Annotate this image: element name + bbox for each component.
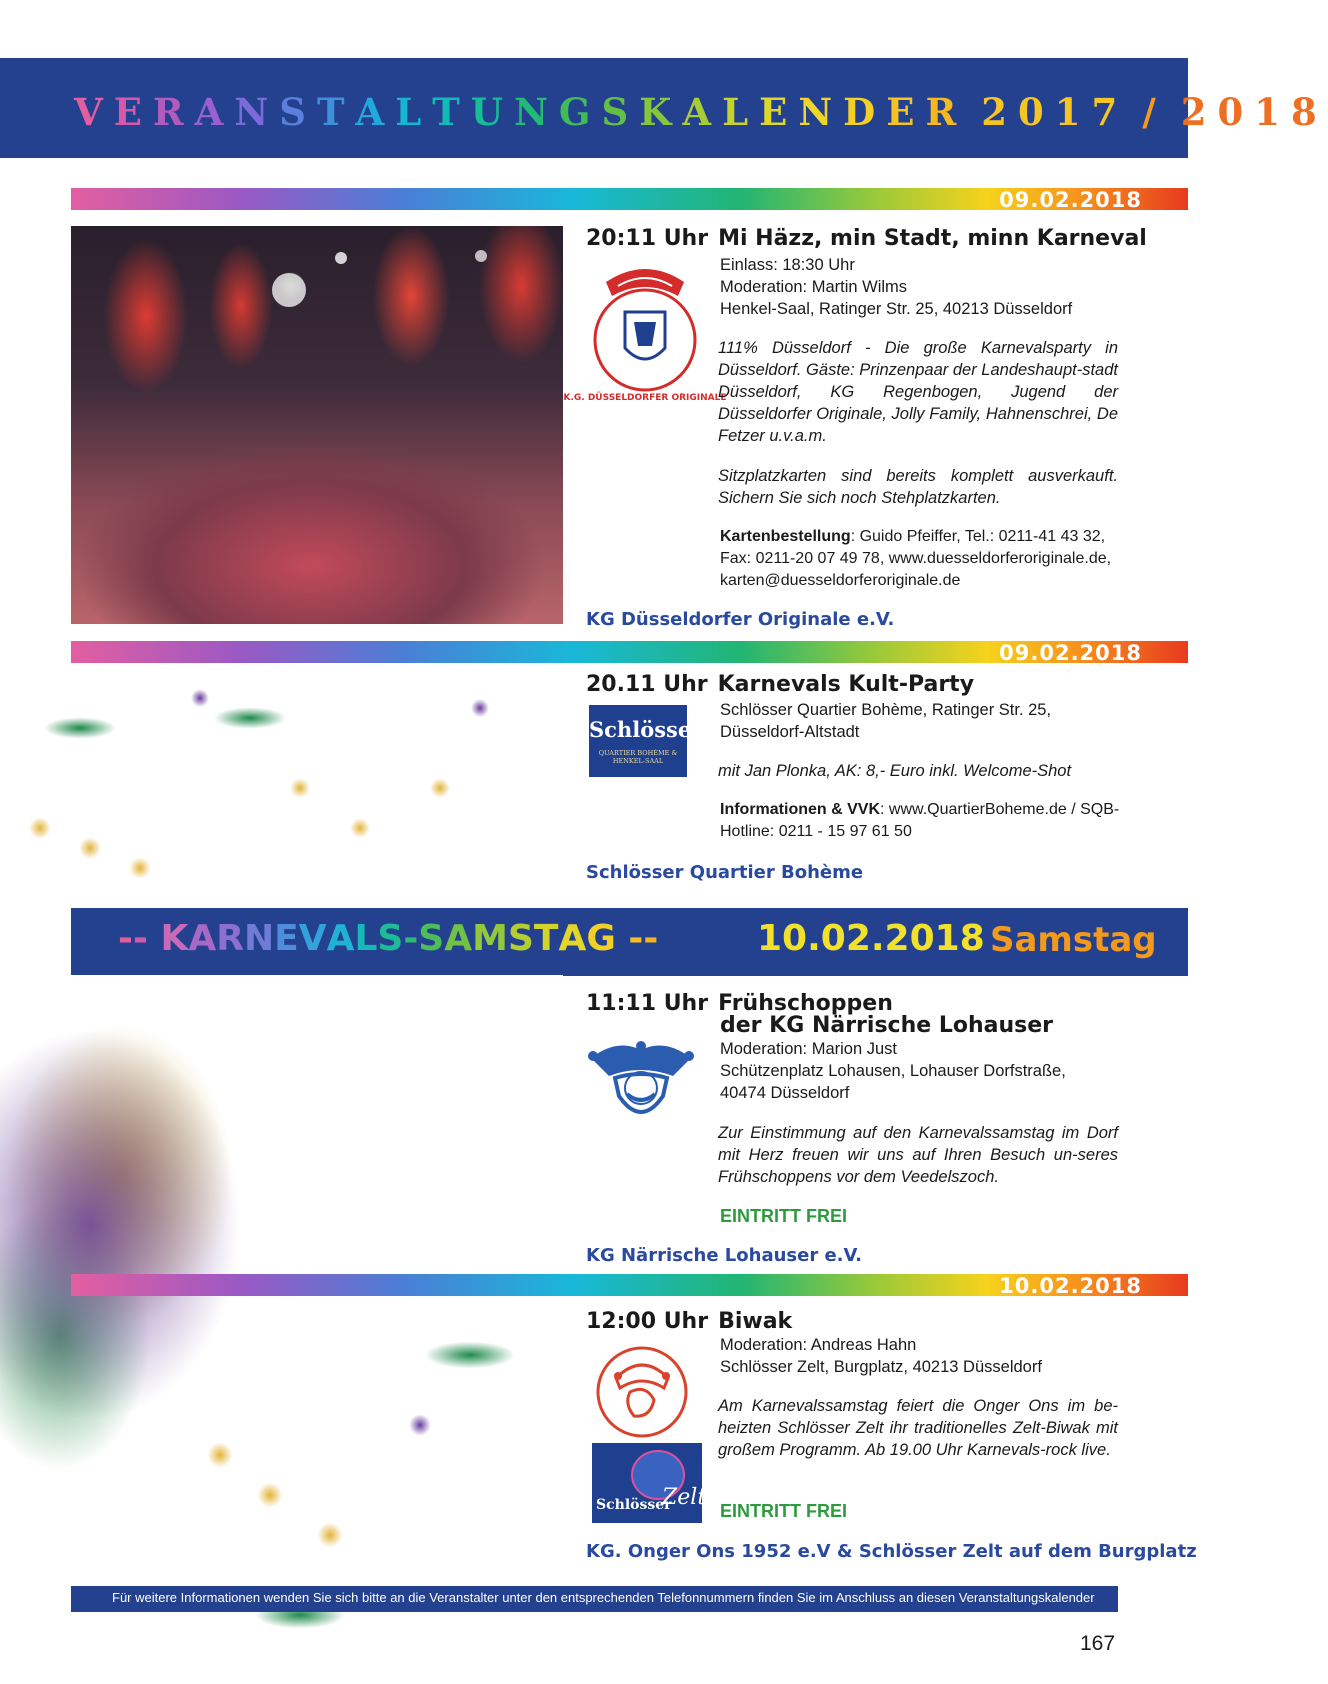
ticket-order-info [720, 526, 1125, 592]
event-title [586, 1309, 792, 1334]
section-title-letter: M [472, 918, 508, 959]
event-info [720, 1334, 1118, 1378]
event-title [586, 226, 1147, 251]
title-letter: L [722, 90, 760, 134]
section-title-letter: L [354, 918, 378, 959]
event-date: 10.02.2018 [999, 1274, 1142, 1298]
title-letter: E [113, 90, 153, 134]
carnival-beads-photo [0, 668, 563, 908]
party-crowd-photo [71, 226, 563, 624]
event-time: 11:11 Uhr [586, 991, 709, 1016]
footer-note: Für weitere Informationen wenden Sie sich bitte an die Veranstalter unter den entsprechenden Telefonnummern finden Sie im Anschluss an diesen Veranstaltungskalender [112, 1590, 1095, 1605]
event-time: 20:11 Uhr [586, 226, 709, 251]
event-description: Am Karnevalssamstag feiert die Onger Ons im be-heizten Schlösser Zelt ihr traditionelles Zelt-Biwak mit großem Programm. Ab 19.00 Uhr Karnevals-rock live. [718, 1397, 1118, 1459]
title-letter: N [798, 90, 844, 134]
event-name: Frühschoppen [718, 991, 893, 1016]
title-letter: N [234, 90, 280, 134]
page-number: 167 [1080, 1632, 1116, 1655]
ticket-order-info [720, 799, 1125, 843]
info-line: Henkel-Saal, Ratinger Str. 25, 40213 Düsseldorf [720, 300, 1073, 318]
event-time: 20.11 Uhr [586, 672, 708, 697]
event-name: Karnevals Kult-Party [717, 672, 975, 697]
logo-text: Schlösser [589, 717, 703, 742]
event-date: 09.02.2018 [999, 188, 1142, 212]
title-letter: S [279, 90, 317, 134]
section-title-letter: - [118, 918, 133, 959]
title-year-1: 2017 [981, 90, 1129, 134]
title-letter: V [74, 90, 114, 134]
info-line: Schlösser Quartier Bohème, Ratinger Str. 25, [720, 701, 1052, 719]
carnival-mask-photo [0, 975, 563, 1684]
section-title-letter: - [132, 918, 148, 959]
disco-ball-icon [71, 226, 563, 624]
info-line: Düsseldorf-Altstadt [720, 723, 860, 741]
logo-subtext: QUARTIER BOHÈME & HENKEL-SAAL [598, 749, 678, 765]
order-text: : Guido Pfeiffer, Tel.: 0211-41 43 32, Fax: 0211-20 07 49 78, www.duesseldorferoriginale.de, karten@duesseldorferoriginale.de [720, 528, 1112, 589]
event-info [720, 1038, 1118, 1104]
event-date: 09.02.2018 [999, 641, 1142, 665]
section-title-letter: E [274, 918, 299, 959]
section-title-letter: A [188, 918, 217, 959]
info-line: Schlösser Zelt, Burgplatz, 40213 Düsseldorf [720, 1358, 1042, 1376]
logo-text-2: Zelt [662, 1485, 707, 1510]
title-letter: U [470, 90, 515, 134]
title-letter: E [759, 90, 799, 134]
section-title-letter: - [643, 918, 659, 959]
section-title-letter: S [418, 918, 445, 959]
info-line: Schützenplatz Lohausen, Lohauser Dorfstraße, [720, 1062, 1066, 1080]
onger-ons-logo [594, 1344, 690, 1445]
title-letters [74, 90, 967, 134]
info-line: Moderation: Marion Just [720, 1040, 897, 1058]
title-letter: G [558, 90, 602, 134]
event-title-line-2: der KG Närrische Lohauser [720, 1013, 1053, 1038]
section-title-letter: S [377, 918, 404, 959]
info-line: Moderation: Martin Wilms [720, 278, 908, 296]
organizer: KG Närrische Lohauser e.V. [586, 1245, 862, 1266]
event-description: 111% Düsseldorf - Die große Karnevalsparty in Düsseldorf. Gäste: Prinzenpaar der Landeshaupt-stadt Düsseldorf, KG Regenbogen, Jugend der Düsseldorfer Originale, Jolly Family, Hahnenschrei, De Fetzer u.v.a.m. [718, 339, 1118, 445]
section-title-letter: - [628, 918, 644, 959]
logo-text: Schlösser [596, 1497, 672, 1513]
section-title-letter: V [298, 918, 327, 959]
title-letter: N [514, 90, 559, 134]
event-time: 12:00 Uhr [586, 1309, 709, 1334]
title-letter: S [601, 90, 640, 134]
event-description: mit Jan Plonka, AK: 8,- Euro inkl. Welcome-Shot [718, 762, 1072, 780]
event-title [586, 672, 974, 697]
kg-duesseldorfer-originale-logo [563, 260, 727, 415]
organizer: KG. Onger Ons 1952 e.V & Schlösser Zelt auf dem Burgplatz [586, 1541, 1197, 1562]
order-label: Informationen & VVK [720, 801, 881, 818]
section-title-letter [148, 918, 161, 959]
organizer: Schlösser Quartier Bohème [586, 862, 864, 883]
section-title-letter: S [507, 918, 534, 959]
title-year-2: 2018 [1180, 90, 1328, 134]
section-title-letter: G [586, 918, 616, 959]
section-title-letter [616, 918, 629, 959]
event-name: Mi Häzz, min Stadt, minn Karneval [718, 226, 1147, 251]
section-day: Samstag [990, 920, 1157, 960]
section-title-letter: - [403, 918, 419, 959]
section-title-letter: A [558, 918, 587, 959]
title-letter: E [886, 90, 926, 134]
info-line: 40474 Düsseldorf [720, 1084, 850, 1102]
order-text: : www.QuartierBoheme.de / SQB-Hotline: 0211 - 15 97 61 50 [720, 801, 1120, 840]
section-title-letter: K [160, 918, 189, 959]
title-letter: L [395, 90, 433, 134]
event-info [720, 699, 1118, 743]
title-letter: R [925, 90, 968, 134]
schloesser-quartier-logo [589, 705, 703, 777]
title-letter: T [432, 90, 471, 134]
section-title [118, 918, 658, 959]
section-title-letter: N [243, 918, 275, 959]
section-title-letter: A [444, 918, 473, 959]
title-letter: R [152, 90, 195, 134]
title-letter: A [194, 90, 235, 134]
title-letter: T [316, 90, 356, 134]
logo-text: K.G. DÜSSELDORFER ORIGINALE [563, 393, 727, 403]
event-description-2: Sitzplatzkarten sind bereits komplett ausverkauft. Sichern Sie sich noch Stehplatzkarten. [718, 467, 1118, 507]
order-label: Kartenbestellung [720, 528, 851, 545]
title-letter: A [682, 90, 723, 134]
jester-hat-logo [587, 1036, 695, 1137]
title-letter: K [639, 90, 683, 134]
section-title-letter: R [216, 918, 244, 959]
title-letter: A [355, 90, 396, 134]
event-description: Zur Einstimmung auf den Karnevalssamstag im Dorf mit Herz freuen wir uns auf Ihren Besuch un-seres Frühschoppens vor dem Veedelszoch. [718, 1124, 1118, 1186]
section-title-letter: A [326, 918, 355, 959]
section-date: 10.02.2018 [757, 918, 985, 959]
page-title [74, 90, 1328, 134]
title-letter: D [843, 90, 887, 134]
event-info [720, 254, 1118, 320]
title-separator: / [1142, 90, 1167, 134]
organizer: KG Düsseldorfer Originale e.V. [586, 609, 895, 630]
schloesser-zelt-logo [592, 1443, 707, 1523]
info-line: Moderation: Andreas Hahn [720, 1336, 917, 1354]
admission: EINTRITT FREI [720, 1501, 847, 1521]
section-title-letter: T [533, 918, 559, 959]
event-name: Biwak [718, 1309, 793, 1334]
admission: EINTRITT FREI [720, 1206, 847, 1226]
info-line: Einlass: 18:30 Uhr [720, 256, 855, 274]
